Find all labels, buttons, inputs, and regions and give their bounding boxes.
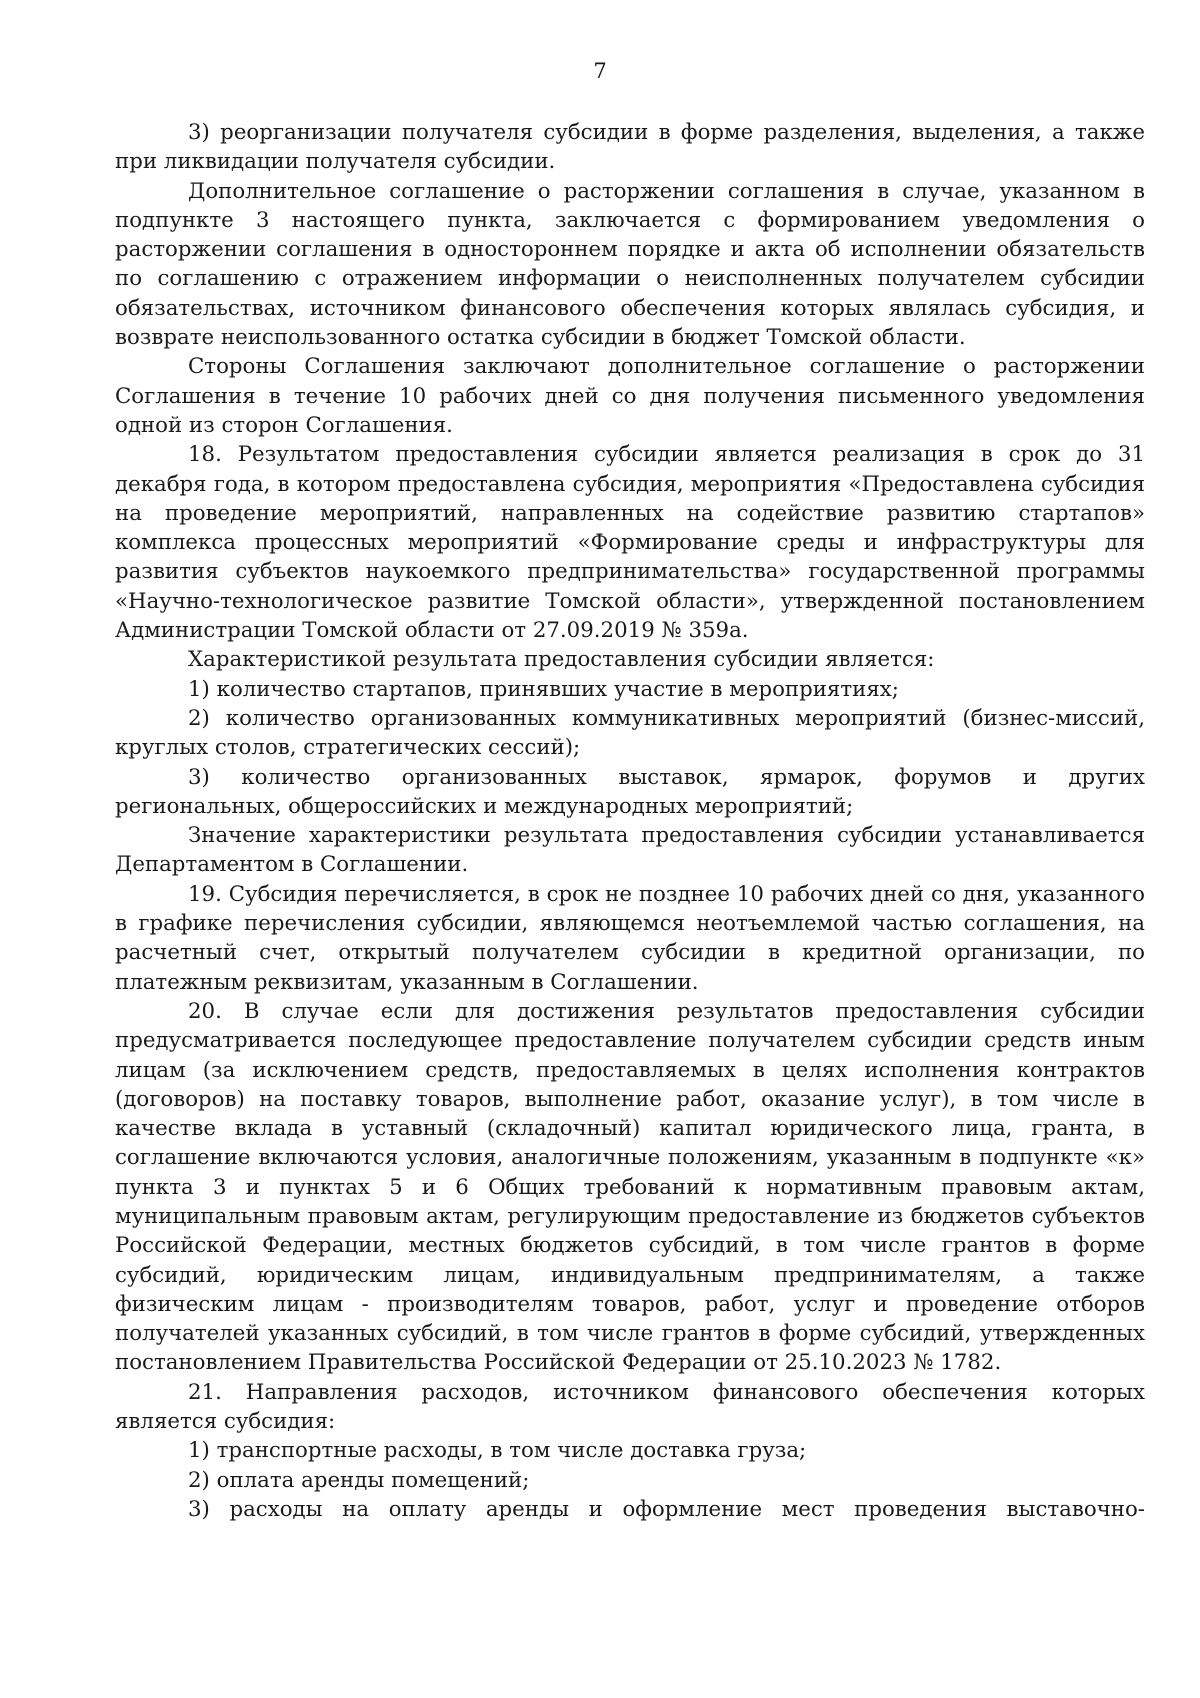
list-item-exhibitions: 3) количество организованных выставок, ярмарок, форумов и других региональных, общероссийских и международных мероприятий; — [115, 764, 1145, 819]
paragraph-characteristic-value: Значение характеристики результата предоставления субсидии устанавливается Департаментом в Соглашении. — [115, 823, 1145, 878]
paragraph-supplementary-agreement: Дополнительное соглашение о расторжении соглашения в случае, указанном в подпункте 3 настоящего пункта, заключается с формированием уведомления о расторжении соглашения в одностороннем порядке и акта об исполнении обязательств по соглашению с отражением информации о неисполненных получателем субсидии обязательствах, источником финансового обеспечения которых являлась субсидия, и возврате неиспользованного остатка субсидии в бюджет Томской области. — [115, 178, 1145, 351]
paragraph-18-result: 18. Результатом предоставления субсидии является реализация в срок до 31 декабря года, в котором предоставлена субсидия, мероприятия «Предоставлена субсидия на проведение мероприятий, направленных на содействие развитию стартапов» комплекса процессных мероприятий «Формирование среды и инфраструктуры для развития субъектов наукоемкого предпринимательства» государственной программы «Научно-технологическое развитие Томской области», утвержденной постановлением Администрации Томской области от 27.09.2019 № 359а. — [115, 442, 1145, 644]
list-item-communication-events: 2) количество организованных коммуникативных мероприятий (бизнес-миссий, круглых столов, стратегических сессий); — [115, 705, 1145, 761]
paragraph-19-transfer: 19. Субсидия перечисляется, в срок не позднее 10 рабочих дней со дня, указанного в графике перечисления субсидии, являющемся неотъемлемой частью соглашения, на расчетный счет, открытый получателем субсидии в кредитной организации, по платежным реквизитам, указанным в Соглашении. — [115, 881, 1145, 995]
document-body — [115, 118, 1145, 1524]
paragraph-20-further-provision: 20. В случае если для достижения результатов предоставления субсидии предусматривается последующее предоставление получателем субсидии средств иным лицам (за исключением средств, предоставляемых в целях исполнения контрактов (договоров) на поставку товаров, выполнение работ, оказание услуг), в том числе в качестве вклада в уставный (складочный) капитал юридического лица, гранта, в соглашение включаются условия, аналогичные положениям, указанным в подпункте «к» пункта 3 и пунктах 5 и 6 Общих требований к нормативным правовым актам, муниципальным правовым актам, регулирующим предоставление из бюджетов субъектов Российской Федерации, местных бюджетов субсидий, в том числе грантов в форме субсидий, юридическим лицам, индивидуальным предпринимателям, а также физическим лицам - производителям товаров, работ, услуг и проведение отборов получателей указанных субсидий, в том числе грантов в форме субсидий, утвержденных постановлением Правительства Российской Федерации от 25.10.2023 № 1782. — [115, 998, 1145, 1376]
paragraph-parties-agreement: Стороны Соглашения заключают дополнительное соглашение о расторжении Соглашения в течение 10 рабочих дней со дня получения письменного уведомления одной из сторон Соглашения. — [115, 354, 1145, 438]
paragraph-21-expense-directions: 21. Направления расходов, источником финансового обеспечения которых является субсидия: — [115, 1379, 1145, 1435]
paragraph-item-3-reorganization: 3) реорганизации получателя субсидии в форме разделения, выделения, а также при ликвидации получателя субсидии. — [115, 120, 1145, 175]
list-item-transport-costs: 1) транспортные расходы, в том числе доставка груза; — [188, 1438, 807, 1464]
page-number: 7 — [593, 59, 607, 83]
list-item-premises-rent: 2) оплата аренды помещений; — [188, 1467, 530, 1493]
paragraph-result-characteristic: Характеристикой результата предоставления субсидии является: — [188, 647, 935, 673]
list-item-startups-count: 1) количество стартапов, принявших участие в мероприятиях; — [188, 676, 899, 702]
list-item-exhibition-venue-rent: 3) расходы на оплату аренды и оформление мест проведения выставочно- — [188, 1496, 1145, 1522]
